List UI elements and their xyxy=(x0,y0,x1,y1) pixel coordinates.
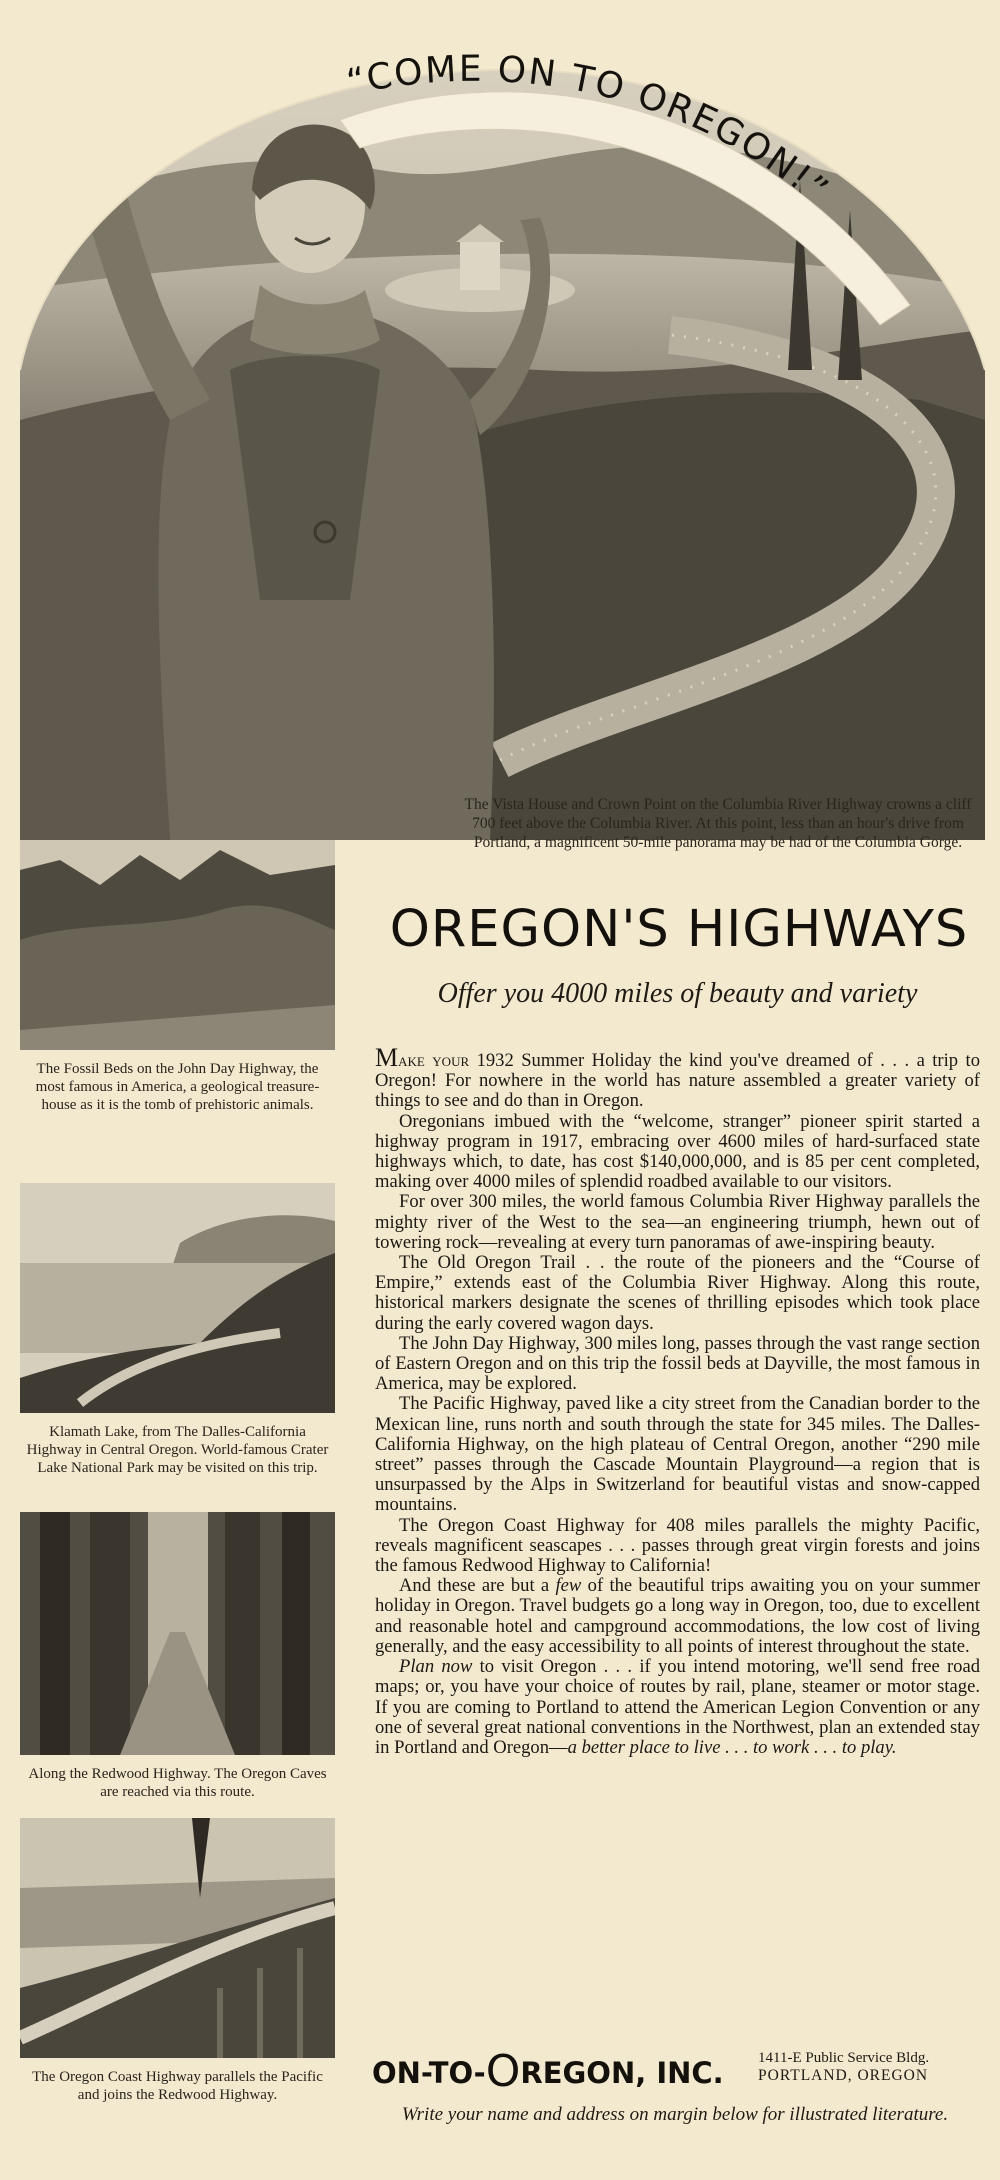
write-note: Write your name and address on margin below for illustrated literature. xyxy=(401,2104,949,2125)
subheadline: Offer you 4000 miles of beauty and variety xyxy=(437,978,918,1009)
klamath-lake-photo xyxy=(20,1183,335,1413)
p1-text: 1932 Summer Holiday the kind you've dreamed of . . . a trip to Oregon! For nowhere in the world has nature assembled a greater variety of things to see and do than in Oregon. xyxy=(375,1050,980,1112)
company-pre: ON-TO- xyxy=(372,2056,486,2090)
body-paragraph-2: Oregonians imbued with the “welcome, stranger” pioneer spirit started a highway program in 1917, embracing over 4600 miles of hard-surfaced state highways which, to date, has cost $140,000,000, and is 85 per cent completed, making over 4000 miles of splendid roadbed available to our visitors. xyxy=(375,1110,980,1193)
p9-text: to visit Oregon . . . if you intend motoring, we'll send free road maps; or, you have your choice of routes by rail, plane, steamer or motor stage. If you are coming to Portland to attend the American Legion Convention or any one of several great national conventions in the Northwest, plan an extended stay in Portland and Oregon— xyxy=(375,1656,981,1758)
company-post: REGON, INC. xyxy=(520,2056,724,2090)
body-paragraph-1 xyxy=(375,1043,980,1112)
fossil-beds-photo xyxy=(20,840,335,1050)
hero-photo xyxy=(20,40,985,840)
coast-highway-panel xyxy=(20,1818,335,2104)
body-paragraph-3: For over 300 miles, the world famous Columbia River Highway parallels the mighty river of the West to the sea—an engineering triumph, hewn out of towering rock—revealing at every turn panoramas of awe-inspiring beauty. xyxy=(375,1191,980,1253)
body-paragraph-5: The John Day Highway, 300 miles long, passes through the vast range section of Eastern Oregon and on this trip the fossil beds at Dayville, the most famous in America, may be explored. xyxy=(375,1332,980,1395)
banner-text: “COME ON TO OREGON!” xyxy=(343,48,837,213)
address-line-2: PORTLAND, OREGON xyxy=(758,2067,929,2084)
p8-text-b: of the beautiful trips awaiting you on your summer holiday in Oregon. Travel budgets go a long way in Oregon, too, due to excellent and reasonable hotel and campground accommodations, the low cost of living generally, and the easy accessibility to all points of interest throughout the state. xyxy=(375,1575,980,1657)
company-big-letter: O xyxy=(485,2046,521,2097)
body-paragraph-6: The Pacific Highway, paved like a city street from the Canadian border to the Mexican line, runs north and south through the state for 345 miles. The Dalles-California Highway, on the high plateau of Central Oregon, another “290 mile street” passes through the Cascade Mountain Playground—a region that is unsurpassed by the Alps in Switzerland for beautiful vistas and snow-capped mountains. xyxy=(375,1393,980,1516)
redwood-highway-panel xyxy=(20,1512,335,1801)
redwood-highway-caption: Along the Redwood Highway. The Oregon Caves are reached via this route. xyxy=(28,1766,327,1800)
hero-banner xyxy=(20,40,985,840)
p9-emphasis-2: a better place to live . . . to work . . . to play. xyxy=(567,1736,897,1758)
fossil-beds-caption: The Fossil Beds on the John Day Highway, the most famous in America, a geological treasure-house as it is the tomb of prehistoric animals. xyxy=(35,1061,320,1113)
redwood-highway-photo xyxy=(20,1512,335,1755)
fossil-beds-panel xyxy=(20,840,335,1114)
body-paragraph-7: The Oregon Coast Highway for 408 miles parallels the mighty Pacific, reveals magnificent seascapes . . . passes through great virgin forests and joins the famous Redwood Highway to California! xyxy=(375,1514,980,1577)
lead-caps: ake your xyxy=(398,1050,470,1071)
klamath-lake-panel xyxy=(20,1183,335,1477)
hero-caption: The Vista House and Crown Point on the Columbia River Highway crowns a cliff 700 feet above the Columbia River. At this point, less than an hour's drive from Portland, a magnificent 50-mile panorama may be had of the Columbia Gorge. xyxy=(464,796,972,851)
coast-highway-caption: The Oregon Coast Highway parallels the Pacific and joins the Redwood Highway. xyxy=(32,2069,323,2103)
p8-emphasis: few xyxy=(555,1575,582,1597)
company-address xyxy=(758,2050,983,2084)
body-paragraph-9 xyxy=(375,1657,980,1758)
klamath-lake-caption: Klamath Lake, from The Dalles-California Highway in Central Oregon. World-famous Crater Lake National Park may be visited on this trip. xyxy=(26,1424,329,1476)
headline: OREGON'S HIGHWAYS xyxy=(389,900,969,959)
address-line-1: 1411-E Public Service Bldg. xyxy=(758,2050,930,2066)
body-paragraph-8 xyxy=(375,1576,980,1657)
p9-emphasis: Plan now xyxy=(399,1656,473,1678)
lead-letter: M xyxy=(375,1043,399,1072)
p8-text-a: And these are but a xyxy=(399,1575,556,1597)
body-copy xyxy=(375,1043,981,1758)
company-name xyxy=(372,2046,742,2097)
body-paragraph-4: The Old Oregon Trail . . the route of the pioneers and the “Course of Empire,” extends east of the Columbia River Highway. Along this route, historical markers designate the scenes of thrilling episodes which took place during the early covered wagon days. xyxy=(375,1252,980,1334)
coast-highway-photo xyxy=(20,1818,335,2058)
